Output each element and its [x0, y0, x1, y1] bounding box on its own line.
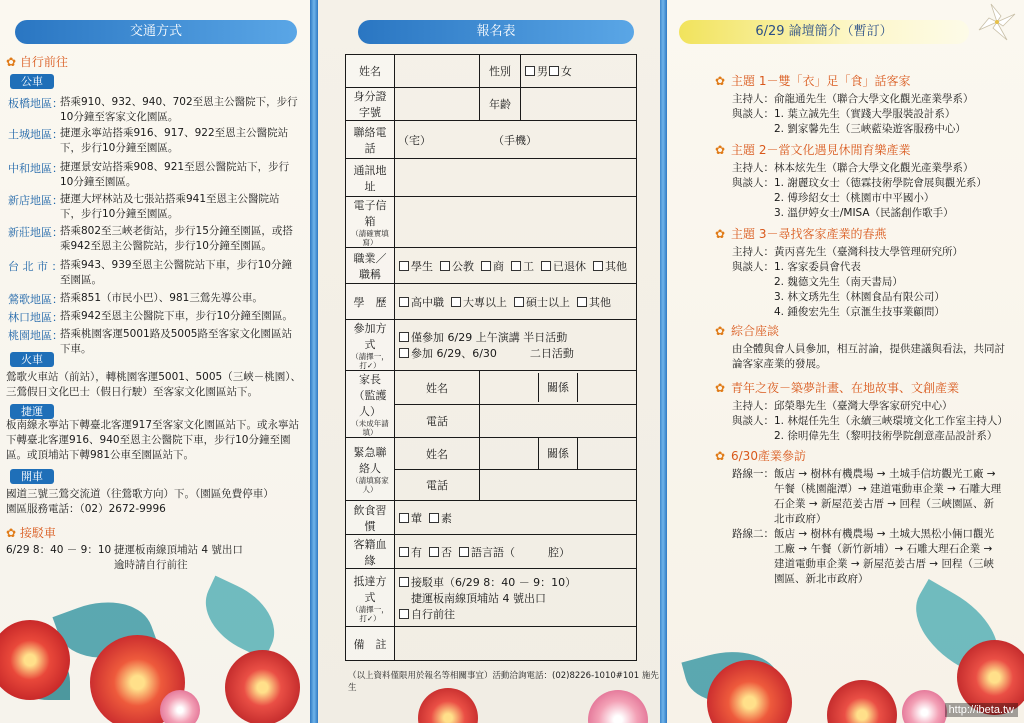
topic-line: 主持人：黃丙喜先生（臺灣科技大學管理研究所） [732, 246, 963, 258]
topic-title-text: 青年之夜－築夢計畫、在地故事、文創產業 [731, 381, 960, 395]
edu-opts-checkbox[interactable] [451, 297, 461, 307]
topic-line: 主持人：俞龍通先生（聯合大學文化觀光產業學系） [732, 93, 974, 105]
bus-stop-name: 新莊地區： [8, 226, 63, 239]
edu-opts-checkbox[interactable] [577, 297, 587, 307]
job-opts-checkbox[interactable] [440, 261, 450, 271]
bus-stop-text: 搭乘910、932、940、702至恩主公醫院下，步行10分鐘至客家文化園區。 [60, 96, 298, 123]
mrt-text: 板南線永寧站下轉臺北客運917至客家文化園區站下。或永寧站下轉臺北客運916、940至恩主公醫院下車，步行10分鐘至園區。或頂埔站下轉981公車至園區站下。 [6, 419, 300, 461]
leaf-decoration [192, 576, 288, 660]
form-footer: （以上資料僅限用於報名等相關事宜）活動洽詢電話：(02)8226-1010#101 施先生 [348, 671, 659, 693]
bus-stop-name: 土城地區： [8, 128, 63, 141]
phone-mobile-label: （手機） [493, 133, 537, 147]
topic-title-text: 6/30產業參訪 [731, 449, 806, 463]
registration-panel [318, 0, 660, 723]
id-field[interactable] [395, 88, 480, 121]
watermark: http://ibeta.tw [945, 703, 1018, 717]
topic-line: 北市政府） [732, 513, 827, 525]
topic-line: 與談人：1. 林焜任先生（永續三峽環境文化工作室主持人） [732, 415, 1008, 427]
hakka-opts-checkbox[interactable] [399, 547, 409, 557]
flower-decoration [225, 650, 300, 723]
topic-line: 由全體與會人員參加，相互討論，提供建議與看法，共同討 [732, 343, 1005, 355]
forum-panel [667, 0, 1024, 723]
job-opts-label: 學生 [411, 259, 433, 273]
job-opts-checkbox[interactable] [593, 261, 603, 271]
hakka-options[interactable] [395, 535, 637, 569]
emergency-tel-field[interactable] [480, 470, 637, 501]
shuttle-option-label: 接駁車（6/29 8：40 － 9：10） [411, 575, 577, 589]
job-opts-checkbox[interactable] [399, 261, 409, 271]
education-label: 學 歷 [346, 284, 395, 320]
car-text: 國道三號三鶯交流道（往鶯歌方向）下。（園區免費停車） [6, 488, 274, 500]
topic-title-text: 主題 1－雙「衣」足「食」話客家 [731, 74, 911, 88]
diet-opts-label: 素 [441, 511, 452, 525]
bus-stop-name: 鶯歌地區： [8, 293, 63, 306]
topic-title-text: 綜合座談 [731, 324, 780, 338]
emergency-name-label: 姓名 [395, 438, 480, 470]
emergency-name-row [480, 438, 637, 470]
join-option2-checkbox[interactable] [399, 348, 409, 358]
train-text: 鶯歌火車站（前站），轉桃園客運5001、5005（三峽－桃園）、三鶯假日文化巴士（假日行駛）至客家文化園區站下。 [6, 371, 301, 398]
hakka-opts-label: 否 [441, 545, 452, 559]
topic-title [715, 141, 910, 158]
diet-label: 飲食習慣 [346, 501, 395, 535]
email-field[interactable] [395, 197, 637, 248]
hakka-opts-label: 有 [411, 545, 422, 559]
hakka-opts-checkbox[interactable] [459, 547, 469, 557]
bus-stop-text: 捷運大坪林站及七張站搭乘941至恩主公醫院站下，步行10分鐘至園區。 [60, 193, 280, 220]
topic-line: 3. 溫伊婷女士/MISA（民謠創作歌手） [732, 207, 954, 219]
parent-tel-label: 電話 [395, 405, 480, 438]
edu-opts-checkbox[interactable] [399, 297, 409, 307]
topic-line: 午餐（桃園龍潭）→ 建道電動車企業 → 石雕大理 [732, 483, 1002, 495]
registration-header: 報名表 [358, 20, 634, 44]
bus-stop-text: 搭乘851（市民小巴）、981三鶯先導公車。 [60, 292, 263, 304]
parent-name-field[interactable] [480, 373, 539, 402]
diet-opts-label: 葷 [411, 511, 422, 525]
join-options[interactable] [395, 320, 637, 371]
topic-line: 園區、新北市政府） [732, 573, 869, 585]
edu-opts-checkbox[interactable] [514, 297, 524, 307]
male-label: 男 [537, 65, 548, 78]
car-tag: 開車 [10, 469, 54, 484]
bus-stop-text: 捷運永寧站搭乘916、917、922至恩主公醫院站下，步行10分鐘至園區。 [60, 127, 289, 154]
age-field[interactable] [521, 88, 637, 121]
edu-opts-label: 碩士以上 [526, 295, 570, 309]
emergency-name-field[interactable] [480, 438, 539, 469]
bus-stop-name: 新店地區： [8, 194, 63, 207]
female-checkbox[interactable] [549, 66, 559, 76]
parent-relation-label: 關係 [539, 373, 578, 402]
bus-stop-text: 捷運景安站搭乘908、921至恩公醫院站下，步行10分鐘至園區。 [60, 161, 290, 188]
job-opts-label: 其他 [605, 259, 627, 273]
id-label: 身分證字號 [346, 88, 395, 121]
job-label: 職業／職稱 [346, 248, 395, 284]
email-label: 電子信箱 （請確實填寫） [346, 197, 395, 248]
topic-title [715, 379, 959, 396]
flower-bullet-icon: ✿ [715, 143, 726, 157]
job-opts-checkbox[interactable] [481, 261, 491, 271]
topic-line: 3. 林文琇先生（林園食品有限公司） [732, 291, 945, 303]
bus-stop-name: 中和地區： [8, 162, 63, 175]
topic-line: 路線二：飯店 → 樹林有機農場 → 土城大黑松小倆口觀光 [732, 528, 994, 540]
arrival-options[interactable] [395, 569, 637, 627]
transport-header: 交通方式 [15, 20, 297, 44]
fold-line [310, 0, 318, 723]
address-label: 通訊地址 [346, 159, 395, 197]
age-label: 年齡 [480, 88, 521, 121]
phone-label: 聯絡電話 [346, 121, 395, 159]
emergency-tel-label: 電話 [395, 470, 480, 501]
flower-decoration [827, 680, 897, 723]
topic-line: 2. 劉家馨先生（三峽藍染遊客服務中心） [732, 123, 966, 135]
flower-bullet-icon: ✿ [715, 227, 726, 241]
remark-label: 備 註 [346, 627, 395, 661]
bus-stop-name: 板橋地區： [8, 97, 63, 110]
topic-line: 與談人：1. 葉立誠先生（實踐大學服裝設計系） [732, 108, 956, 120]
car-phone: 園區服務電話：（02）2672-9996 [6, 503, 166, 515]
topic-line: 論客家產業的發展。 [732, 358, 827, 370]
shuttle-time: 6/29 8：40 － 9：10 [6, 544, 112, 556]
join-option1-label: 僅參加 6/29 上午演講 半日活動 [411, 331, 568, 344]
topic-line: 2. 徐明偉先生（黎明技術學院創意產品設計系） [732, 430, 998, 442]
join-option2-label: 參加 6/29、6/30 二日活動 [411, 347, 574, 360]
topic-line: 2. 傅珍紹女士（桃園市中平國小） [732, 192, 935, 204]
job-options[interactable] [395, 248, 637, 284]
job-opts-label: 公教 [452, 259, 474, 273]
diet-opts-checkbox[interactable] [429, 513, 439, 523]
topic-line: 路線一：飯店 → 樹林有機農場 → 土城手信坊觀光工廠 → [732, 468, 996, 480]
education-options[interactable] [395, 284, 637, 320]
topic-line: 與談人：1. 謝麗玟女士（德霖技術學院會展與觀光系） [732, 177, 987, 189]
mrt-tag: 捷運 [10, 404, 54, 419]
topic-title [715, 447, 806, 464]
address-field[interactable] [395, 159, 637, 197]
female-label: 女 [561, 65, 572, 78]
emergency-label: 緊急聯絡人 （請填寫家人） [346, 438, 395, 501]
job-opts-label: 工 [523, 259, 534, 273]
topic-title-text: 主題 2－當文化遇見休閒育樂產業 [731, 143, 911, 157]
flower-bullet-icon: ✿ [715, 381, 726, 395]
shuttle-place: 捷運板南線頂埔站 4 號出口 [114, 544, 243, 556]
phone-field[interactable] [395, 121, 637, 159]
job-opts-checkbox[interactable] [541, 261, 551, 271]
edu-opts-label: 大專以上 [463, 295, 507, 309]
job-opts-label: 已退休 [553, 259, 586, 273]
self-drive-title: ✿ 自行前往 [6, 55, 68, 69]
remark-field[interactable] [395, 627, 637, 661]
join-label: 參加方式 （請擇一，打✓） [346, 320, 395, 371]
topic-line: 工廠 → 午餐（新竹新埔）→ 石雕大理石企業 → [732, 543, 993, 555]
shuttle-note: 逾時請自行前往 [114, 559, 188, 571]
topic-title-text: 主題 3－尋找客家產業的春燕 [731, 227, 887, 241]
parent-relation-field[interactable] [578, 373, 636, 402]
hakka-opts-checkbox[interactable] [429, 547, 439, 557]
bus-stop-name: 林口地區： [8, 311, 63, 324]
name-field[interactable] [395, 55, 480, 88]
arrival-label: 抵達方式 （請擇一，打✓） [346, 569, 395, 627]
parent-label: 家長（監護人） （未成年請填） [346, 371, 395, 438]
registration-form [345, 54, 637, 661]
bus-stop-name: 桃園地區： [8, 329, 63, 342]
flower-bullet-icon: ✿ [715, 74, 726, 88]
bus-stop-text: 搭乘桃園客運5001路及5005路至客家文化園區站下車。 [60, 328, 292, 355]
topic-line: 建道電動車企業 → 新屋范姜古厝 → 回程（三峽 [732, 558, 994, 570]
transport-panel [0, 0, 312, 723]
flower-decoration [902, 690, 947, 723]
topic-line: 石企業 → 新屋范姜古厝 → 回程（三峽園區、新 [732, 498, 994, 510]
parent-tel-field[interactable] [480, 405, 637, 438]
join-option1-checkbox[interactable] [399, 332, 409, 342]
bus-tag: 公車 [10, 74, 54, 89]
topic-line: 2. 魏德文先生（南天書局） [732, 276, 903, 288]
topic-line: 主持人：邱榮舉先生（臺灣大學客家研究中心） [732, 400, 953, 412]
hakka-opts-label: 語言語（ 腔） [471, 545, 570, 559]
flower-decoration [160, 690, 200, 723]
forum-header: 6/29 論壇簡介（暫訂） [679, 20, 969, 44]
edu-opts-label: 其他 [589, 295, 611, 309]
diet-opts-checkbox[interactable] [399, 513, 409, 523]
parent-name-row [480, 371, 637, 405]
self-arrival-label: 自行前往 [411, 607, 455, 621]
male-checkbox[interactable] [525, 66, 535, 76]
topic-line: 4. 鍾俊宏先生（京滙生技事業顧問） [732, 306, 945, 318]
bus-stop-text: 搭乘942至恩主公醫院下車，步行10分鐘至園區。 [60, 310, 293, 322]
self-arrival-checkbox[interactable] [399, 609, 409, 619]
flower-bullet-icon: ✿ [715, 324, 726, 338]
name-label: 姓名 [346, 55, 395, 88]
emergency-relation-field[interactable] [578, 438, 636, 469]
flower-bullet-icon: ✿ [715, 449, 726, 463]
flower-decoration [418, 688, 478, 723]
bus-stop-text: 搭乘802至三峽老街站，步行15分鐘至園區，或搭乘942至恩主公醫院站，步行10分鐘至園區。 [60, 225, 293, 252]
topic-line: 與談人：1. 客家委員會代表 [732, 261, 861, 273]
train-tag: 火車 [10, 352, 54, 367]
job-opts-checkbox[interactable] [511, 261, 521, 271]
shuttle-title: ✿ 接駁車 [6, 526, 56, 540]
hakka-label: 客籍血緣 [346, 535, 395, 569]
fold-line [659, 0, 667, 723]
topic-title [715, 72, 910, 89]
emergency-relation-label: 關係 [539, 438, 578, 469]
shuttle-option-place: 捷運板南線頂埔站 4 號出口 [411, 591, 546, 605]
lily-flower-icon [977, 2, 1017, 42]
edu-opts-label: 高中職 [411, 295, 444, 309]
gender-field[interactable] [521, 55, 637, 88]
topic-title [715, 322, 779, 339]
topic-title [715, 225, 886, 242]
topic-line: 主持人：林本炫先生（聯合大學文化觀光產業學系） [732, 162, 974, 174]
shuttle-checkbox[interactable] [399, 577, 409, 587]
phone-home-label: （宅） [398, 133, 431, 147]
parent-name-label: 姓名 [395, 371, 480, 405]
bus-stop-name: 台 北 市 ： [8, 260, 63, 273]
diet-options[interactable] [395, 501, 637, 535]
job-opts-label: 商 [493, 259, 504, 273]
gender-label: 性別 [480, 55, 521, 88]
flower-decoration [588, 690, 648, 723]
bus-stop-text: 搭乘943、939至恩主公醫院站下車，步行10分鐘至園區。 [60, 259, 292, 286]
